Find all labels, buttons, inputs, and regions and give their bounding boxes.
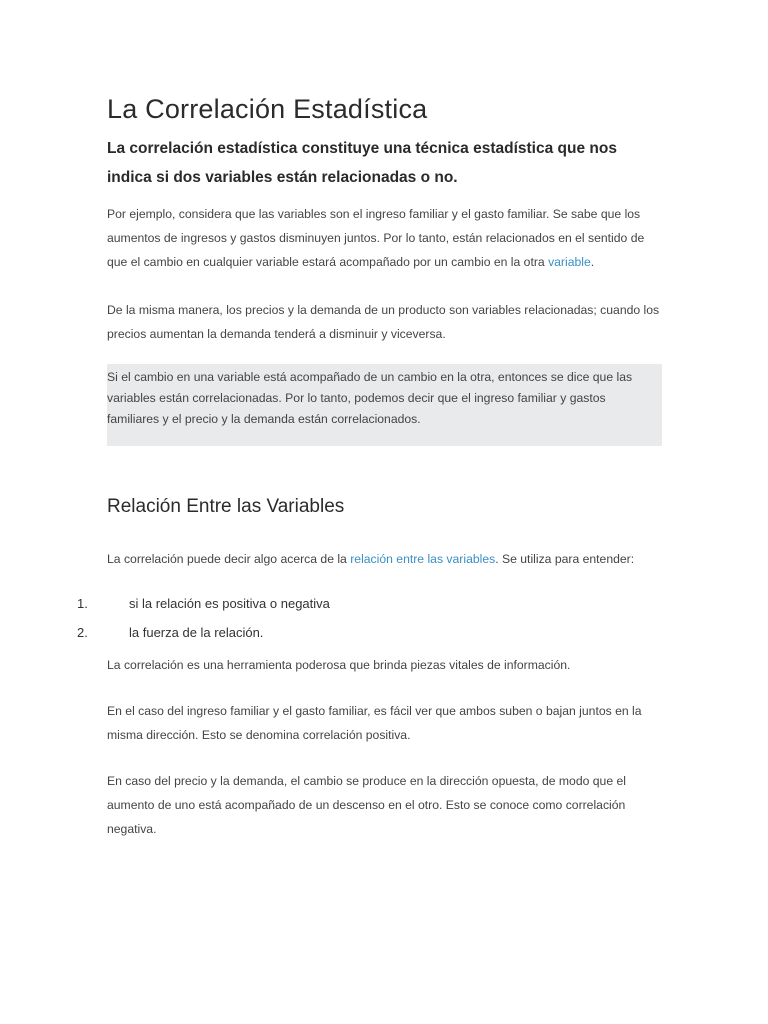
variable-link[interactable]: variable [548, 255, 591, 269]
paragraph-example-text: Por ejemplo, considera que las variables son el ingreso familiar y el gasto familiar. Se sabe que los aumentos de ingresos y gastos disminuyen juntos. Por lo tanto, están relacionados en el sentido de que el cambio en cualquier variable estará acompañado por un cambio en la otra [107, 207, 645, 269]
paragraph-example-end: . [590, 255, 595, 269]
paragraph-prices: De la misma manera, los precios y la demanda de un producto son variables relacionadas; cuando los precios aumentan la demanda tenderá a disminuir y viceversa. [107, 303, 660, 341]
lead-paragraph: La correlación estadística constituye una técnica estadística que nos indica si dos variables están relacionadas o no. [107, 140, 617, 186]
callout-text: Si el cambio en una variable está acompañado de un cambio en la otra, entonces se dice que las variables están correlacionadas. Por lo tanto, podemos decir que el ingreso familiar y gastos familiares y el precio y la demanda están correlacionados. [107, 370, 633, 426]
list-item [77, 622, 597, 651]
paragraph-negative: En caso del precio y la demanda, el cambio se produce en la dirección opuesta, de modo que el aumento de uno está acompañado de un descenso en el otro. Esto se conoce como correlación negativa. [107, 774, 626, 836]
section-title: Relación Entre las Variables [107, 496, 345, 517]
paragraph-positive: En el caso del ingreso familiar y el gasto familiar, es fácil ver que ambos suben o bajan juntos en la misma dirección. Esto se denomina correlación positiva. [107, 704, 642, 742]
paragraph-example [107, 202, 662, 274]
list-item-text: si la relación es positiva o negativa [129, 596, 330, 611]
list-item-number: 2. [77, 625, 88, 640]
paragraph-tool: La correlación es una herramienta poderosa que brinda piezas vitales de información. [107, 658, 571, 672]
list-item-text: la fuerza de la relación. [129, 625, 264, 640]
relation-variables-link[interactable]: relación entre las variables [350, 552, 496, 566]
page-title: La Correlación Estadística [107, 94, 428, 124]
paragraph-relation-text: La correlación puede decir algo acerca de la [107, 552, 351, 566]
callout-box [107, 364, 662, 446]
paragraph-relation-end: . Se utiliza para entender: [495, 552, 635, 566]
paragraph-relation [107, 547, 662, 571]
list-item [77, 593, 597, 622]
numbered-list [77, 593, 597, 651]
list-item-number: 1. [77, 596, 88, 611]
